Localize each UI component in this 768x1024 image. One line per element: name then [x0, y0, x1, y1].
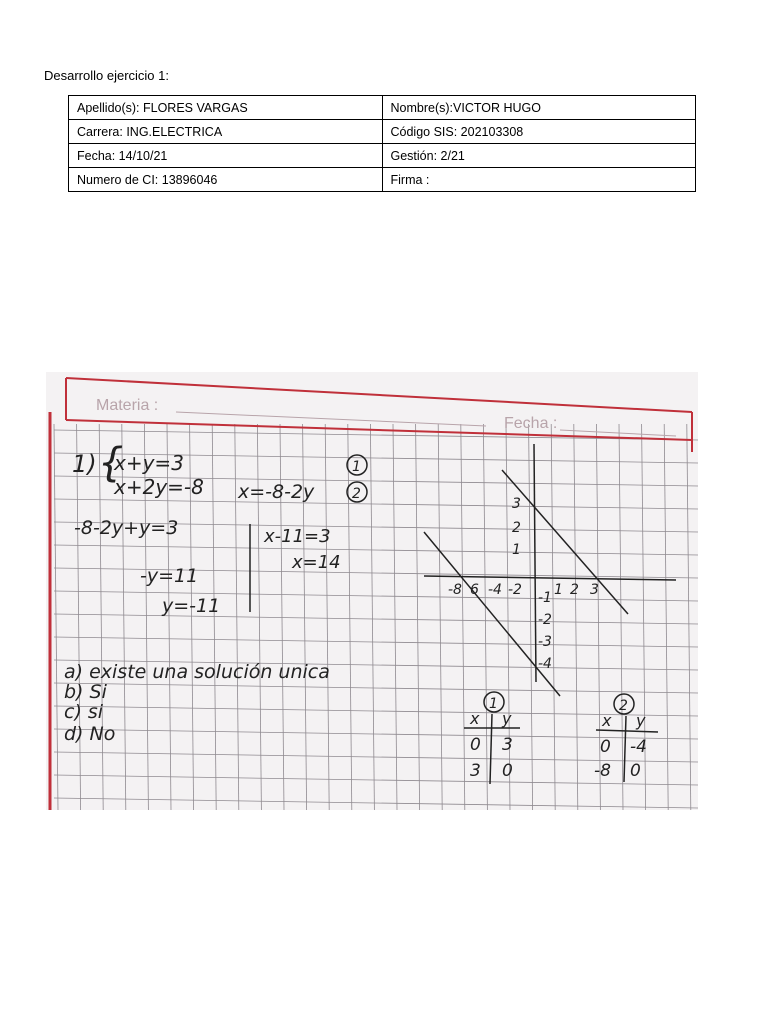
- table-2-header-x: x: [602, 711, 612, 730]
- y-tick-label: -3: [538, 634, 552, 650]
- table-2-cell: -4: [630, 737, 647, 757]
- table-1-cell: 3: [502, 735, 513, 755]
- grid-line: [687, 424, 691, 810]
- y-tick-label: -1: [538, 590, 552, 606]
- equation-1: x+y=3: [114, 451, 184, 475]
- x-tick-labels: [448, 582, 599, 598]
- answer-a: a) existe una solución unica: [64, 661, 330, 683]
- table-row: [69, 168, 696, 192]
- x-tick-label: -8: [448, 582, 462, 598]
- grid-line: [393, 424, 397, 810]
- table-1-cell: 0: [470, 735, 481, 755]
- grid-line: [529, 424, 533, 810]
- x-tick-label: -2: [508, 582, 522, 598]
- table-row: [69, 144, 696, 168]
- grid-line: [54, 430, 698, 440]
- problem-number: 1): [72, 450, 97, 478]
- materia-label: Materia :: [96, 397, 159, 414]
- date-cell: Fecha: 14/10/21: [69, 144, 383, 168]
- answer-b: b) Si: [64, 681, 107, 703]
- y-tick-label: 3: [512, 496, 521, 512]
- grid-line: [54, 614, 698, 624]
- table-row: [69, 96, 696, 120]
- handwritten-sheet-photo: [46, 372, 698, 810]
- fecha-line: [560, 430, 676, 436]
- grid-line: [574, 424, 578, 810]
- x-tick-label: 6: [470, 582, 479, 598]
- table-2-cell: 0: [630, 761, 641, 781]
- grid-line: [461, 424, 465, 810]
- x-tick-label: 3: [590, 582, 599, 598]
- table-1-vline: [490, 714, 492, 784]
- system-brace: {: [98, 440, 124, 486]
- table-row: [69, 120, 696, 144]
- answer-d: d) No: [64, 723, 116, 745]
- table-1-cell: 3: [470, 761, 481, 781]
- x-tick-label: 2: [570, 582, 579, 598]
- table-2-cell: 0: [600, 737, 611, 757]
- grid-line: [54, 683, 698, 693]
- marker-1-label: 1: [352, 459, 361, 475]
- grid-line: [619, 424, 623, 810]
- y-tick-label: 2: [512, 520, 521, 536]
- y-axis: [534, 444, 536, 682]
- career-cell: Carrera: ING.ELECTRICA: [69, 120, 383, 144]
- table-1-id: 1: [489, 696, 498, 712]
- substitution-step: -8-2y+y=3: [74, 517, 179, 539]
- grid-line: [54, 499, 698, 509]
- exercise-heading: Desarrollo ejercicio 1:: [44, 68, 169, 83]
- step-minus-y: -y=11: [140, 565, 199, 587]
- grid-line: [348, 424, 352, 810]
- grid-line: [54, 591, 698, 601]
- table-2-cell: -8: [594, 761, 611, 781]
- table-1-cell: 0: [502, 761, 513, 781]
- id-number-cell: Numero de CI: 13896046: [69, 168, 383, 192]
- step-y-value: y=-11: [162, 595, 221, 617]
- grid-line: [483, 424, 487, 810]
- grid-line: [370, 424, 374, 810]
- grid-line: [54, 798, 698, 808]
- signature-cell: Firma :: [382, 168, 696, 192]
- value-table-1: [464, 692, 520, 784]
- term-cell: Gestión: 2/21: [382, 144, 696, 168]
- surname-cell: Apellido(s): FLORES VARGAS: [69, 96, 383, 120]
- table-2-vline: [624, 716, 626, 782]
- grid-line: [325, 424, 329, 810]
- table-2-id: 2: [619, 698, 628, 714]
- y-tick-label: 1: [512, 542, 521, 558]
- step-x-value: x=14: [292, 552, 341, 573]
- grid-line: [212, 424, 216, 810]
- x-tick-label: -4: [488, 582, 502, 598]
- equation-2: x+2y=-8: [114, 475, 204, 499]
- materia-line: [176, 412, 486, 426]
- table-1-header-y: y: [502, 709, 512, 728]
- grid-line: [54, 545, 698, 555]
- marker-2-label: 2: [352, 486, 361, 502]
- y-tick-label: -4: [538, 656, 552, 672]
- grid-line: [54, 637, 698, 647]
- table-1-header-x: x: [470, 709, 480, 728]
- x-tick-label: 1: [554, 582, 563, 598]
- student-info-table: [68, 95, 696, 192]
- table-2-header-y: y: [636, 711, 646, 730]
- table-2-hline: [596, 730, 658, 732]
- fecha-label: Fecha :: [504, 415, 558, 432]
- grid-line: [664, 424, 668, 810]
- y-tick-label: -2: [538, 612, 552, 628]
- step-x-equation: x-11=3: [264, 526, 331, 547]
- isolated-x: x=-8-2y: [238, 481, 315, 503]
- sis-code-cell: Código SIS: 202103308: [382, 120, 696, 144]
- name-cell: Nombre(s):VICTOR HUGO: [382, 96, 696, 120]
- answer-c: c) si: [64, 701, 104, 723]
